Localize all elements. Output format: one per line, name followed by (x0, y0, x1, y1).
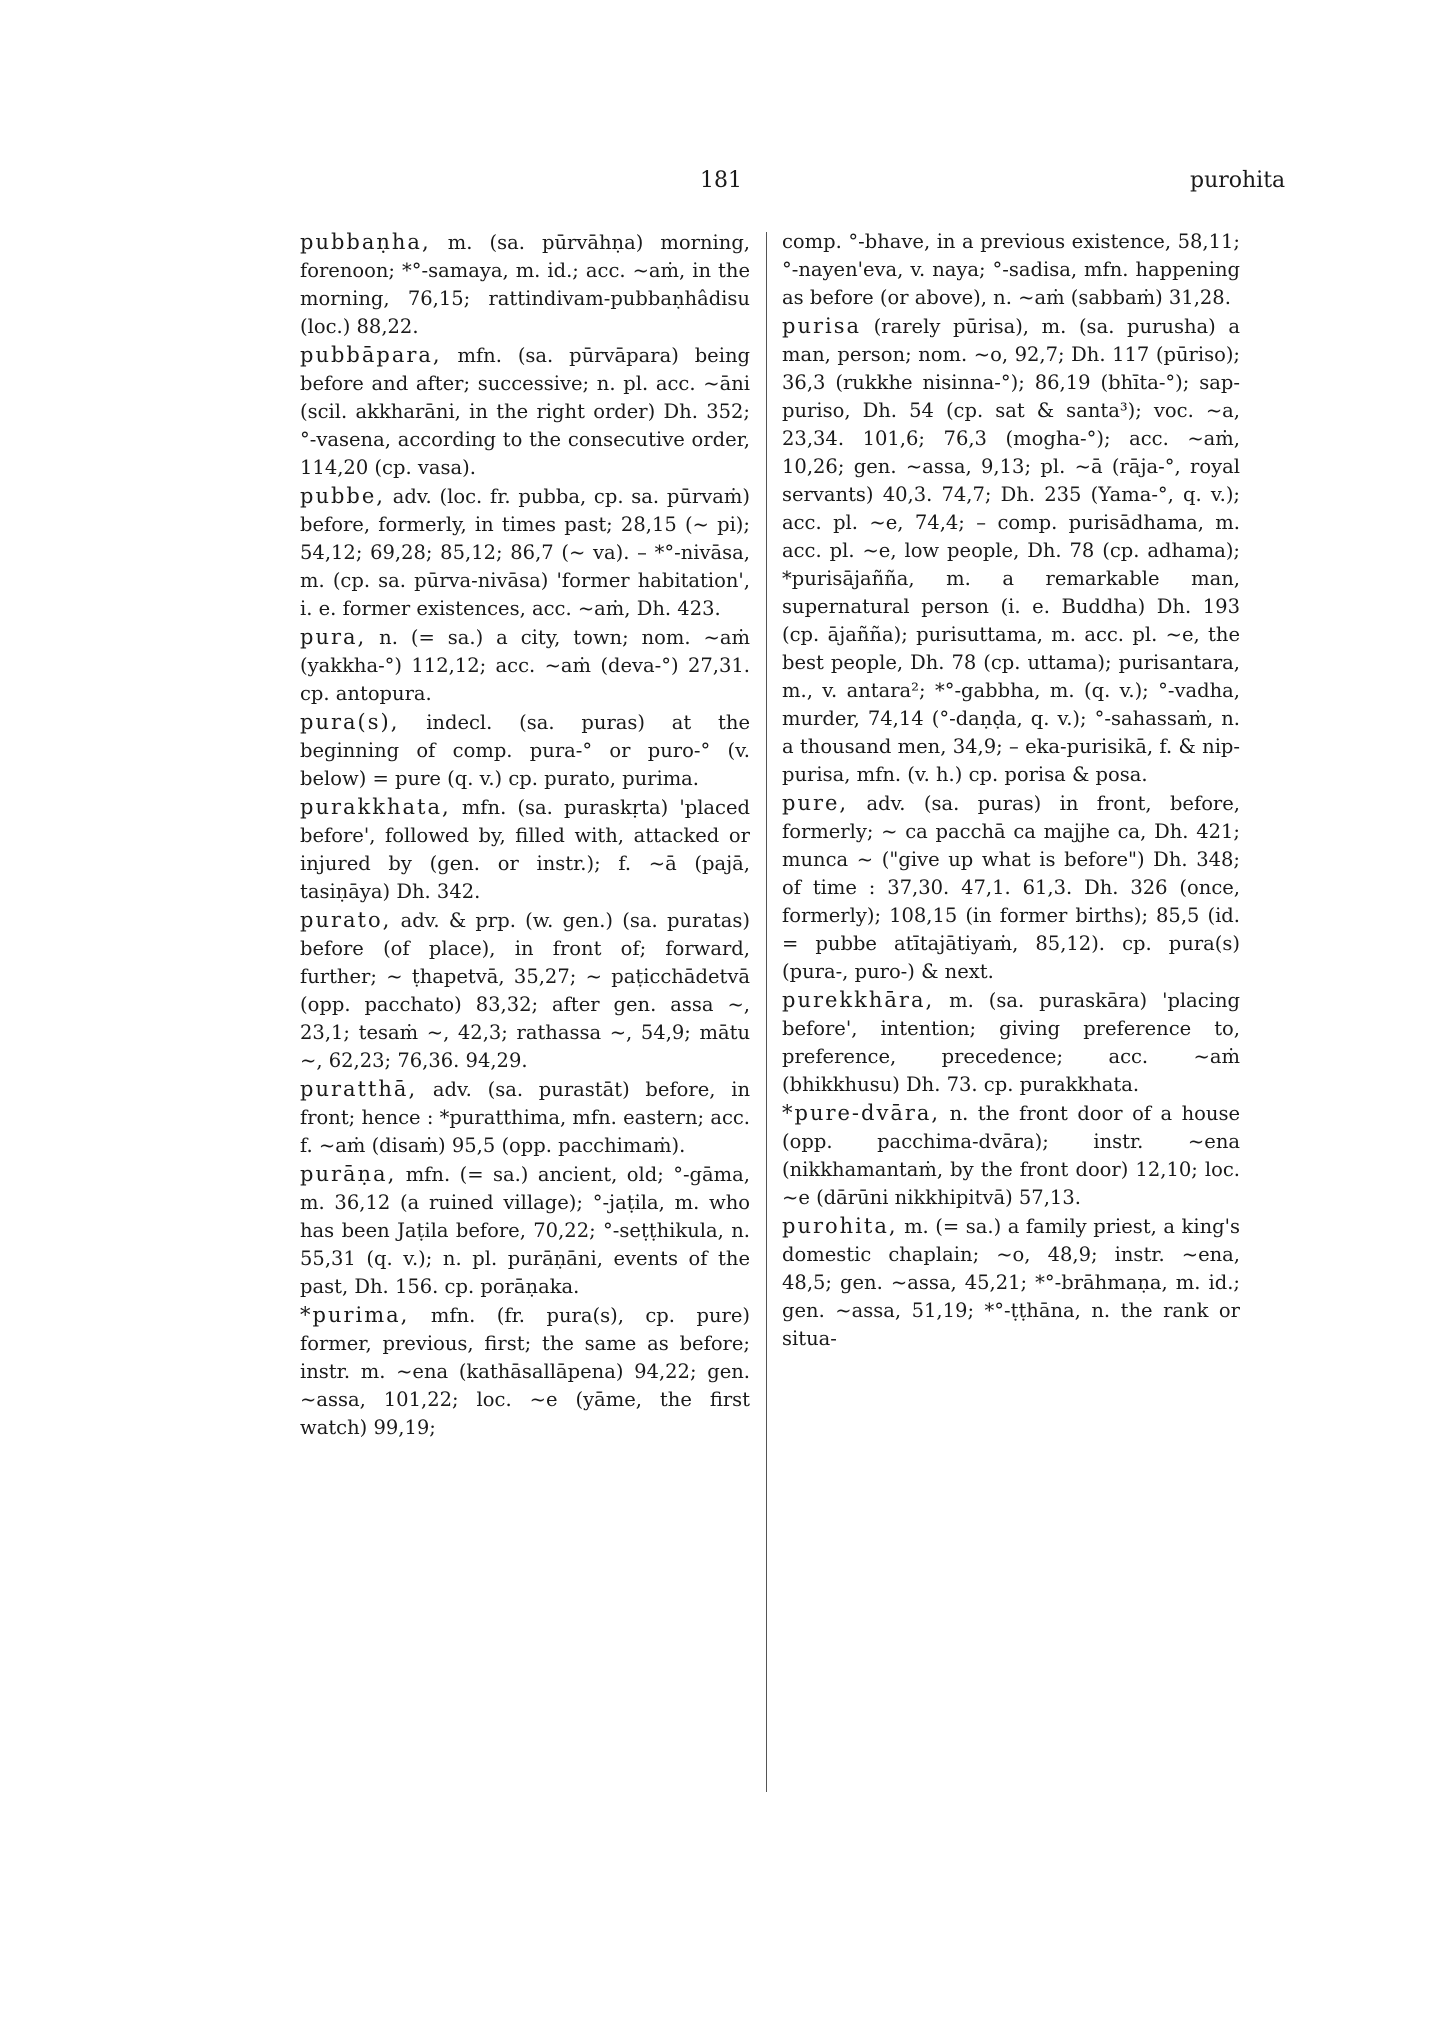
definition: mfn. (= sa.) ancient, old; °-gāma, m. 36,12 (a ruined village); °-jaṭila, m. who has been Jaṭila before, 70,22; °-seṭṭhikula, n. 55,31 (q. v.); n. pl. purāṇāni, events of the past, Dh. 156. cp. porāṇaka. (300, 1163, 750, 1298)
headword: purisa (782, 314, 862, 338)
definition: mfn. (fr. pura(s), cp. pure) former, previous, first; the same as before; instr. m. ~ena (kathāsallāpena) 94,22; gen. ~assa, 101,22; loc. ~e (yāme, the first watch) 99,19; (300, 1304, 750, 1439)
headword: purato, (300, 908, 392, 932)
headword: purekkhāra, (782, 988, 935, 1012)
headword: pubbāpara, (300, 343, 442, 367)
entry (300, 482, 750, 623)
headword: *pure-dvāra, (782, 1101, 941, 1125)
page-number: 181 (700, 168, 742, 193)
entry (782, 1212, 1240, 1353)
entry (782, 789, 1240, 986)
definition: m. (sa. puraskāra) 'placing before', intention; giving preference to, preference, precedence; acc. ~aṁ (bhikkhusu) Dh. 73. cp. purakkhata. (782, 989, 1240, 1096)
headword: pubbaṇha, (300, 230, 431, 254)
definition: n. the front door of a house (opp. pacchima-dvāra); instr. ~ena (nikkhamantaṁ, by the front door) 12,10; loc. ~e (dārūni nikkhipitvā) 57,13. (782, 1102, 1240, 1209)
headword: pura, (300, 625, 367, 649)
headword: pura(s), (300, 710, 400, 734)
entry (300, 1301, 750, 1442)
entry (782, 1099, 1240, 1212)
definition: indecl. (sa. puras) at the beginning of comp. pura-° or puro-° (v. below) = pure (q. v.) cp. purato, purima. (300, 711, 750, 790)
entry (300, 906, 750, 1075)
entry (300, 623, 750, 708)
definition: (rarely pūrisa), m. (sa. purusha) a man, person; nom. ~o, 92,7; Dh. 117 (pūriso); 36,3 (rukkhe nisinna-°); 86,19 (bhīta-°); sap-puriso, Dh. 54 (cp. sat & santa³); voc. ~a, 23,34. 101,6; 76,3 (mogha-°); acc. ~aṁ, 10,26; gen. ~assa, 9,13; pl. ~ā (rāja-°, royal servants) 40,3. 74,7; Dh. 235 (Yama-°, q. v.); acc. pl. ~e, 74,4; – comp. purisādhama, m. acc. pl. ~e, low people, Dh. 78 (cp. adhama); *purisājañña, m. a remarkable man, supernatural person (i. e. Buddha) Dh. 193 (cp. ājañña); purisuttama, m. acc. pl. ~e, the best people, Dh. 78 (cp. uttama); purisantara, m., v. antara²; *°-gabbha, m. (q. v.); °-vadha, murder, 74,14 (°-daṇḍa, q. v.); °-sahassaṁ, n. a thousand men, 34,9; – eka-purisikā, f. & nip-purisa, mfn. (v. h.) cp. porisa & posa. (782, 315, 1240, 786)
definition: adv. & prp. (w. gen.) (sa. puratas) before (of place), in front of; forward, further; ~ ṭhapetvā, 35,27; ~ paṭicchādetvā (opp. pacchato) 83,32; after gen. assa ~, 23,1; tesaṁ ~, 42,3; rathassa ~, 54,9; mātu ~, 62,23; 76,36. 94,29. (300, 909, 751, 1072)
entry (300, 708, 750, 793)
left-column (300, 228, 750, 1442)
definition: mfn. (sa. puraskṛta) 'placed before', followed by, filled with, attacked or injured by (gen. or instr.); f. ~ā (pajā, tasiṇāya) Dh. 342. (300, 796, 751, 903)
headword: puratthā, (300, 1077, 418, 1101)
entry (300, 228, 750, 341)
entry (782, 986, 1240, 1099)
entry (300, 1075, 750, 1160)
headword: pure, (782, 791, 849, 815)
definition: mfn. (sa. pūrvāpara) being before and after; successive; n. pl. acc. ~āni (scil. akkharāni, in the right order) Dh. 352; °-vasena, according to the consecutive order, 114,20 (cp. vasa). (300, 344, 750, 479)
definition: adv. (sa. purastāt) before, in front; hence : *puratthima, mfn. eastern; acc. f. ~aṁ (disaṁ) 95,5 (opp. pacchimaṁ). (300, 1078, 751, 1157)
entry (782, 312, 1240, 789)
definition: m. (= sa.) a family priest, a king's domestic chaplain; ~o, 48,9; instr. ~ena, 48,5; gen. ~assa, 45,21; *°-brāhmaṇa, m. id.; gen. ~assa, 51,19; *°-ṭṭhāna, n. the rank or situa- (782, 1215, 1240, 1350)
headword: pubbe, (300, 484, 385, 508)
definition: adv. (sa. puras) in front, before, formerly; ~ ca pacchā ca majjhe ca, Dh. 421; munca ~ ("give up what is before") Dh. 348; of time : 37,30. 47,1. 61,3. Dh. 326 (once, formerly); 108,15 (in former births); 85,5 (id. = pubbe atītajātiyaṁ, 85,12). cp. pura(s) (pura-, puro-) & next. (782, 792, 1240, 983)
definition: n. (= sa.) a city, town; nom. ~aṁ (yakkha-°) 112,12; acc. ~aṁ (deva-°) 27,31. cp. antopura. (300, 626, 750, 705)
entry (300, 793, 750, 906)
definition: adv. (loc. fr. pubba, cp. sa. pūrvaṁ) before, formerly, in times past; 28,15 (~ pi); 54,12; 69,28; 85,12; 86,7 (~ va). – *°-nivāsa, m. (cp. sa. pūrva-nivāsa) 'former habitation', i. e. former existences, acc. ~aṁ, Dh. 423. (300, 485, 750, 620)
entry (300, 341, 750, 482)
column-divider (766, 232, 767, 1792)
headword: purakkhata, (300, 795, 451, 819)
entry (300, 1160, 750, 1301)
definition: comp. °-bhave, in a previous existence, 58,11; °-nayen'eva, v. naya; °-sadisa, mfn. happening as before (or above), n. ~aṁ (sabbaṁ) 31,28. (782, 230, 1240, 309)
headword: purohita, (782, 1214, 898, 1238)
right-column (782, 228, 1240, 1353)
headword: *purima, (300, 1303, 410, 1327)
headword: purāṇa, (300, 1162, 397, 1186)
entry-continuation (782, 228, 1240, 312)
running-head: purohita (1190, 168, 1286, 193)
definition: m. (sa. pūrvāhṇa) morning, forenoon; *°-samaya, m. id.; acc. ~aṁ, in the morning, 76,15; rattindivam-pubbaṇhâdisu (loc.) 88,22. (300, 231, 750, 338)
